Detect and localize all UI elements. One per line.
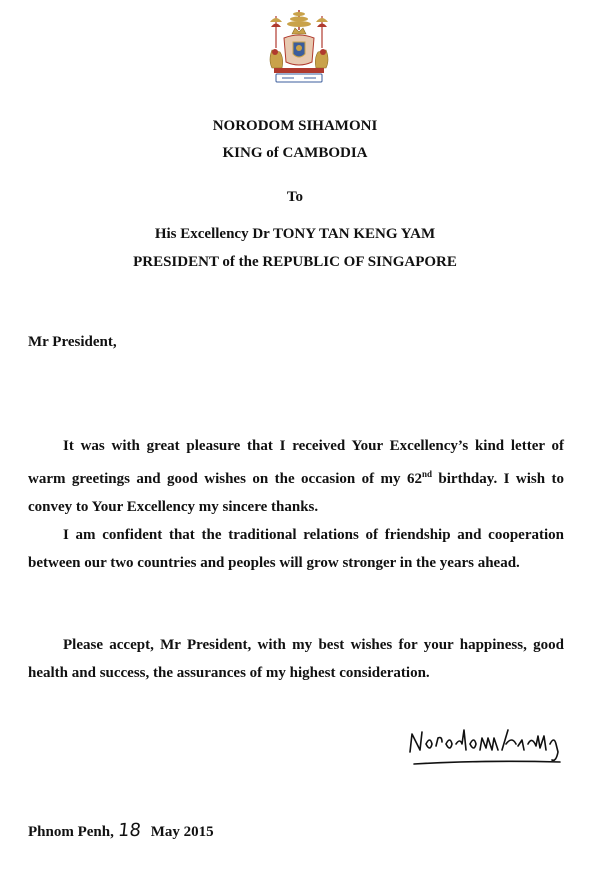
body-paragraph-2: I am confident that the traditional relations of friendship and cooperation between our two countries and peoples will grow stronger in the years ahead.	[28, 527, 564, 571]
ordinal-suffix: nd	[421, 469, 432, 479]
salutation: Mr President,	[28, 334, 117, 350]
royal-coat-of-arms-icon	[262, 8, 336, 86]
to-label: To	[286, 189, 304, 205]
body-paragraph-1	[28, 432, 564, 521]
recipient-name: His Excellency Dr TONY TAN KENG YAM	[154, 226, 436, 242]
recipient-title: PRESIDENT of the REPUBLIC OF SINGAPORE	[133, 254, 457, 270]
closing-month-year: May 2015	[150, 824, 214, 840]
body-paragraph-3: Please accept, Mr President, with my best wishes for your happiness, good health and success, the assurances of my highest consideration.	[28, 637, 564, 681]
place-and-date	[28, 822, 214, 841]
paragraph-1-text-end: birthday. I wish to convey to Your Excellency my sincere thanks.	[28, 471, 564, 515]
sender-title: KING of CAMBODIA	[222, 145, 368, 161]
sender-name: NORODOM SIHAMONI	[212, 118, 378, 134]
handwritten-signature	[404, 722, 566, 774]
handwritten-day: 18	[116, 820, 142, 841]
closing-place: Phnom Penh,	[28, 824, 114, 840]
paragraph-1-text-start: It was with great pleasure that I received Your Excellency’s kind letter of warm greetings and good wishes on the occasion of my 62	[28, 438, 564, 487]
